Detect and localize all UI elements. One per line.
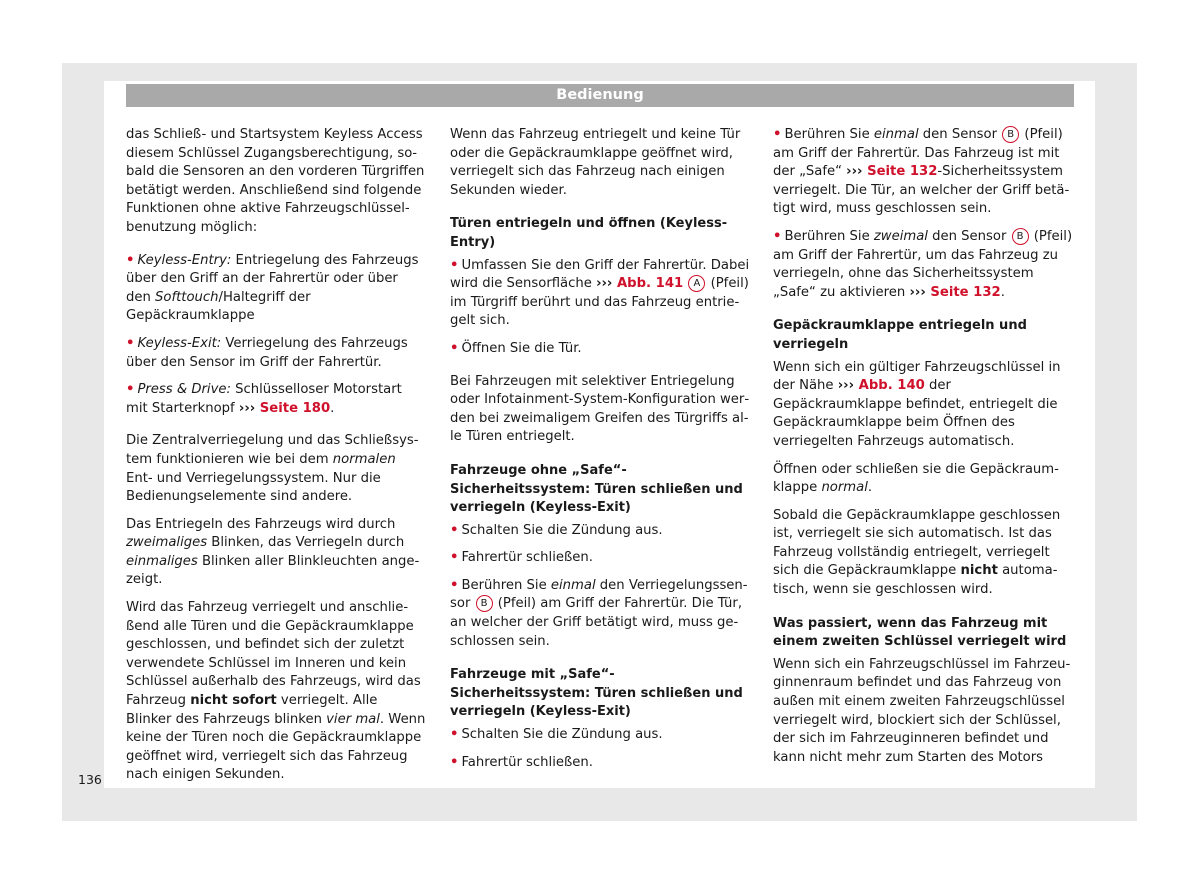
subheading: Fahrzeuge mit „Safe“-Sicherheitssystem: Türen schließen und verriegeln (Keyless-Exit): [450, 667, 743, 720]
bullet-icon: •: [126, 335, 135, 351]
bullet-icon: •: [450, 754, 459, 770]
bullet-icon: •: [126, 252, 135, 268]
bullet-item: • Press & Drive: Schlüsselloser Motorstart mit Starterknopf ››› Seite 180.: [126, 382, 402, 416]
bullet-item: • Schalten Sie die Zündung aus.: [450, 727, 663, 743]
page-reference-link[interactable]: Seite 132: [862, 164, 938, 180]
bullet-icon: •: [450, 550, 459, 566]
bullet-icon: •: [450, 257, 459, 273]
callout-b-icon: B: [476, 595, 493, 612]
cross-ref-arrow-icon: ›››: [238, 400, 256, 416]
paragraph: Wird das Fahrzeug verriegelt und anschließend alle Türen und die Gepäckraumklappe geschlossen, und befindet sich der zuletzt verwendete Schlüssel im Inneren und kein Schlüssel außerhalb des Fahrzeugs, wird das Fahrzeug nicht sofort verriegelt. Alle Blinker des Fahrzeugs blinken vier mal. Wenn keine der Türen noch die Gepäckraumklappe geöffnet wird, verriegelt sich das Fahrzeug nach einigen Sekunden.: [126, 600, 426, 783]
bullet-item: • Keyless-Exit: Verriegelung des Fahrzeugs über den Sensor im Griff der Fahrertür.: [126, 335, 408, 370]
page-reference-link[interactable]: Seite 180: [255, 400, 331, 416]
bullet-item: • Öffnen Sie die Tür.: [450, 340, 582, 356]
paragraph: Sobald die Gepäckraumklappe geschlossen ist, verriegelt sie sich automatisch. Ist das Fahrzeug vollständig entriegelt, verriegelt sich die Gepäckraumklappe nicht automatisch, wenn sie geschlossen wird.: [773, 507, 1061, 598]
paragraph: Öffnen oder schließen sie die Gepäckraumklappe normal.: [773, 461, 1059, 496]
page-reference-link[interactable]: Seite 132: [925, 284, 1001, 300]
bullet-item: • Fahrertür schließen.: [450, 550, 593, 566]
bullet-item: • Fahrertür schließen.: [450, 754, 593, 770]
callout-a-icon: A: [688, 275, 705, 292]
paragraph: Bei Fahrzeugen mit selektiver Entriegelung oder Infotainment-System-Konfiguration werden bei zweimaligem Greifen des Türgriffs alle Türen entriegelt.: [450, 373, 750, 445]
paragraph: Die Zentralverriegelung und das Schließsystem funktionieren wie bei dem normalen Ent- und Verriegelungssystem. Nur die Bedienungselemente sind andere.: [126, 433, 419, 505]
cross-ref-arrow-icon: ›››: [596, 276, 613, 292]
paragraph: das Schließ- und Startsystem Keyless Access diesem Schlüssel Zugangsberechtigung, sobald die Sensoren an den vorderen Türgriffen betätigt werden. Anschließend sind folgende Funktionen ohne aktive Fahrzeugschlüsselbenutzung möglich:: [126, 127, 425, 235]
subheading: Fahrzeuge ohne „Safe“-Sicherheitssystem: Türen schließen und verriegeln (Keyless-Exit): [450, 462, 743, 516]
bullet-item: • Keyless-Entry: Entriegelung des Fahrzeugs über den Griff an der Fahrertür oder über den Softtouch/Haltegriff der Gepäckraumklappe: [126, 252, 419, 324]
callout-b-icon: B: [1012, 228, 1029, 245]
cross-ref-arrow-icon: ›››: [846, 164, 863, 180]
bullet-icon: •: [773, 228, 782, 244]
bullet-icon: •: [450, 577, 459, 593]
figure-reference-link[interactable]: Abb. 140: [854, 378, 925, 394]
figure-reference-link[interactable]: Abb. 141: [612, 276, 684, 292]
paragraph: Das Entriegeln des Fahrzeugs wird durch zweimaliges Blinken, das Verriegeln durch einmaliges Blinken aller Blinkleuchten angezeigt.: [126, 516, 420, 588]
bullet-icon: •: [450, 727, 459, 743]
paragraph: Wenn sich ein Fahrzeugschlüssel im Fahrzeuginnenraum befindet und das Fahrzeug von außen mit einem zweiten Fahrzeugschlüssel verriegelt wird, blockiert sich der Schlüssel, der sich im Fahrzeuginneren befindet und kann nicht mehr zum Starten des Motors: [773, 656, 1071, 765]
bullet-icon: •: [126, 382, 135, 398]
bullet-icon: •: [773, 127, 782, 142]
bullet-icon: •: [450, 340, 459, 356]
page-number: 136: [78, 772, 102, 787]
subheading: Gepäckraumklappe entriegeln und verriegeln: [773, 318, 1027, 352]
cross-ref-arrow-icon: ›››: [837, 378, 855, 394]
callout-b-icon: B: [1002, 126, 1019, 143]
subheading: Türen entriegeln und öffnen (Keyless-Entry): [450, 216, 728, 250]
column-1: [126, 126, 426, 794]
cross-ref-arrow-icon: ›››: [909, 284, 926, 300]
column-3: [773, 126, 1073, 776]
subheading: Was passiert, wenn das Fahrzeug mit einem zweiten Schlüssel verriegelt wird: [773, 615, 1067, 650]
section-header: Bedienung: [126, 84, 1074, 107]
bullet-icon: •: [450, 522, 459, 538]
bullet-item: • Schalten Sie die Zündung aus.: [450, 522, 663, 538]
bullet-item: • Berühren Sie zweimal den Sensor B (Pfeil) am Griff der Fahrertür, um das Fahrzeug zu verriegeln, ohne das Sicherheitssystem „Safe“ zu aktivieren ››› Seite 132.: [773, 228, 1073, 300]
column-2: [450, 126, 750, 781]
paragraph: Wenn das Fahrzeug entriegelt und keine Tür oder die Gepäckraumklappe geöffnet wird, verriegelt sich das Fahrzeug nach einigen Sekunden wieder.: [450, 127, 741, 198]
bullet-item: • Berühren Sie einmal den Verriegelungssensor B (Pfeil) am Griff der Fahrertür. Die Tür, an welcher der Griff betätigt wird, muss geschlossen sein.: [450, 577, 748, 649]
bullet-item: • Berühren Sie einmal den Sensor B (Pfeil) am Griff der Fahrertür. Das Fahrzeug ist mit der „Safe“ ››› Seite 132-Sicherheitssystem verriegelt. Die Tür, an welcher der Griff betätigt wird, muss geschlossen sein.: [773, 127, 1070, 217]
bullet-item: • Umfassen Sie den Griff der Fahrertür. Dabei wird die Sensorfläche ››› Abb. 141 A (Pfeil) im Türgriff berührt und das Fahrzeug entriegelt sich.: [450, 257, 750, 329]
paragraph: Wenn sich ein gültiger Fahrzeugschlüssel in der Nähe ››› Abb. 140 der Gepäckraumklappe befindet, entriegelt die Gepäckraumklappe beim Öffnen des verriegelten Fahrzeugs automatisch.: [773, 359, 1061, 449]
